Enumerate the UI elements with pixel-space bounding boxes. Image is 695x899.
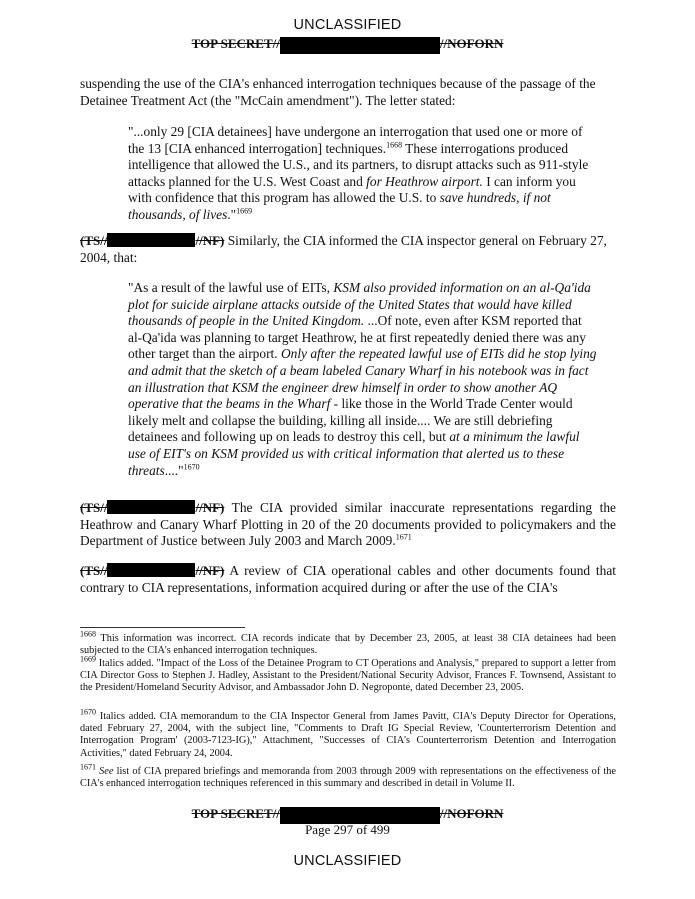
- top-classification-right: //NOFORN: [439, 36, 504, 51]
- redaction-bar: [107, 500, 195, 514]
- footnote-ref-1671: 1671: [395, 532, 412, 542]
- classification-marking: (TS// //NF): [80, 233, 225, 248]
- block-quote-2: "As a result of the lawful use of EITs, KSM also provided information on an al-Qa'ida plot for suicide airplane attacks outside of the United States that would have killed thousands of people in the United Kingdom. ...Of note, even after KSM reported that al-Qa'ida was planning to target Heathrow, he at first repeatedly denied there was any other target than the airport. Only after the repeated lawful use of EITs did he stop lying and admit that the sketch of a beam labeled Canary Wharf in his notebook was in fact an illustration that KSM the engineer drew himself in order to show another AQ operative that the beams in the Wharf - like those in the World Trade Center would likely melt and collapse the building, killing all inside.... We are still debriefing detainees and following up on leads to destroy this cell, but at a minimum the lawful use of EIT's on KSM provided us with critical information that alerted us to these threats...."$^{1670}$: [128, 280, 597, 478]
- footnote-ref-1669: 1669: [236, 206, 253, 216]
- redaction-bar: [107, 233, 195, 247]
- body-paragraph-3: (TS// //NF) The CIA provided similar inaccurate representations regarding the Heathrow and Canary Wharf Plotting in 20 of the 20 documents provided to policymakers and the Department of Justice between July 2003 and March 2009.$^{1671}$: [80, 500, 616, 549]
- bottom-classification-left: TOP SECRET//: [191, 806, 280, 821]
- body-paragraph-4: (TS// //NF) A review of CIA operational cables and other documents found that contrary to CIA representations, information acquired during or after the use of the CIA's: [80, 563, 616, 595]
- bottom-unclassified-banner: UNCLASSIFIED: [293, 853, 402, 869]
- footnote-ref-1670: 1670: [183, 462, 200, 472]
- footnote-1669: $^{1669}$ Italics added. "Impact of the Loss of the Detainee Program to CT Operations and Analysis," prepared to support a letter from CIA Director Goss to Stephen J. Hadley, Assistant to the President/National Security Advisor, Frances F. Townsend, Assistant to the President/Homeland Security Advisor, and Ambassador John D. Negroponte, dated December 23, 2005.: [80, 654, 616, 694]
- footnote-separator: [80, 627, 245, 628]
- footnote-1671: $^{1671}$ See list of CIA prepared briefings and memoranda from 2003 through 2009 with representations on the effectiveness of the CIA's enhanced interrogation techniques referenced in this summary and described in detail in Volume II.: [80, 762, 616, 790]
- classification-marking: (TS// //NF): [80, 500, 225, 515]
- top-classification-line: [0, 36, 695, 54]
- classification-marking: (TS// //NF): [80, 563, 225, 578]
- top-classification-left: TOP SECRET//: [191, 36, 280, 51]
- footnote-ref-1668: 1668: [386, 140, 403, 150]
- body-paragraph-2: (TS// //NF) Similarly, the CIA informed the CIA inspector general on February 27, 2004, that:: [80, 233, 607, 265]
- block-quote-1: "...only 29 [CIA detainees] have undergone an interrogation that used one or more of the 13 [CIA enhanced interrogation] techniques.$^{1668}$ These interrogations produced intelligence that allowed the U.S., and its partners, to disrupt attacks such as 911-style attacks planned for the U.S. West Coast and for Heathrow airport. I can inform you with confidence that this program has allowed the U.S. to save hundreds, if not thousands, of lives."$^{1669}$: [128, 124, 589, 222]
- page-number: Page 297 of 499: [305, 822, 390, 837]
- bottom-classification-line: [0, 806, 695, 824]
- bottom-redaction-bar: [280, 807, 440, 824]
- top-redaction-bar: [280, 37, 440, 54]
- top-unclassified-banner: UNCLASSIFIED: [293, 17, 402, 33]
- footnote-1670: $^{1670}$ Italics added. CIA memorandum to the CIA Inspector General from James Pavitt, CIA's Deputy Director for Operations, dated February 27, 2004, with the subject line, "Comments to Draft IG Special Review, 'Counterterrorism Detention and Interrogation Program' (2003-7123-IG)," Attachment, "Successes of CIA's Counterterrorism Detention and Interrogation Activities," dated February 24, 2004.: [80, 707, 616, 759]
- bottom-classification-right: //NOFORN: [439, 806, 504, 821]
- footnote-1668: $^{1668}$ This information was incorrect. CIA records indicate that by December 23, 2005, at least 38 CIA detainees had been subjected to the CIA's enhanced interrogation techniques.: [80, 629, 616, 657]
- redaction-bar: [107, 563, 195, 577]
- body-paragraph-1: suspending the use of the CIA's enhanced interrogation techniques because of the passage of the Detainee Treatment Act (the "McCain amendment"). The letter stated:: [80, 76, 596, 108]
